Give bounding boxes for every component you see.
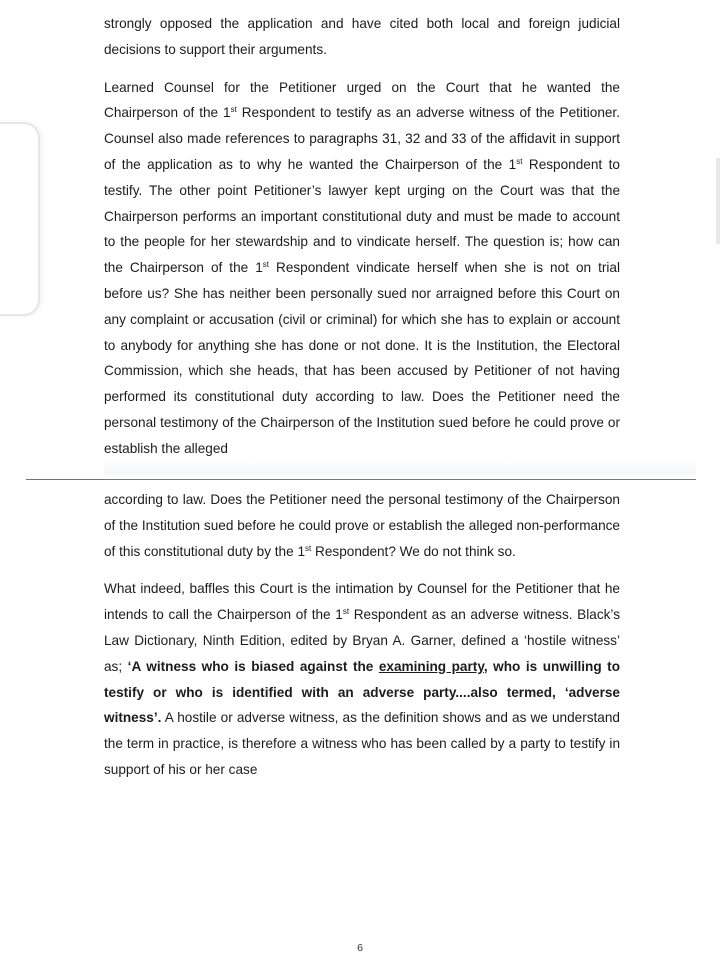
page-number: 6	[357, 942, 363, 954]
page-overlap-shadow	[104, 461, 696, 475]
paragraph-non-performance: according to law. Does the Petitioner need the personal testimony of the Chairperson of the Institution sued before he could prove or establish the alleged non-performance of this constitutional duty by the 1st Respondent? We do not think so.	[104, 492, 620, 559]
paragraph-hostile-witness: What indeed, baffles this Court is the intimation by Counsel for the Petitioner that he intends to call the Chairperson of the 1st Respondent as an adverse witness. Black’s Law Dictionary, Ninth Edition, edited by Bryan A. Garner, defined a ‘hostile witness’ as; ‘A witness who is biased against the examining party, who is unwilling to testify or who is identified with an adverse party....also termed, ‘adverse witness’. A hostile or adverse witness, as the definition shows and as we understand the term in practice, is therefore a witness who has been called by a party to testify in support of his or her case	[104, 581, 621, 777]
definition-underlined-term: examining party,	[378, 658, 488, 674]
scroll-edge-handle	[0, 122, 40, 316]
definition-quote-end: who is unwilling to testify or who is identified with an adverse party....also termed, ‘adverse witness’.	[104, 658, 621, 726]
paragraph-arguments: strongly opposed the application and have cited both local and foreign judicial decisions to support their arguments.	[104, 16, 620, 57]
screenshot-split-line	[26, 479, 696, 480]
document-section-bottom	[104, 487, 620, 783]
document-section-top	[104, 11, 620, 462]
definition-quote-start: ‘A witness who is biased against the	[127, 658, 379, 674]
scrollbar-thumb[interactable]	[716, 158, 720, 244]
paragraph-counsel-urged: Learned Counsel for the Petitioner urged on the Court that he wanted the Chairperson of the 1st Respondent to testify as an adverse witness of the Petitioner. Counsel also made references to paragraphs 31, 32 and 33 of the affidavit in support of the application as to why he wanted the Chairperson of the 1st Respondent to testify. The other point Petitioner’s lawyer kept urging on the Court was that the Chairperson performs an important constitutional duty and must be made to account to the people for her stewardship and to vindicate herself. The question is; how can the Chairperson of the 1st Respondent vindicate herself when she is not on trial before us? She has neither been personally sued nor arraigned before this Court on any complaint or accusation (civil or criminal) for which she has to explain or account to anybody for anything she has done or not done. It is the Institution, the Electoral Commission, which she heads, that has been accused by Petitioner of not having performed its constitutional duty according to law. Does the Petitioner need the personal testimony of the Chairperson of the Institution sued before he could prove or establish the alleged	[104, 79, 620, 456]
